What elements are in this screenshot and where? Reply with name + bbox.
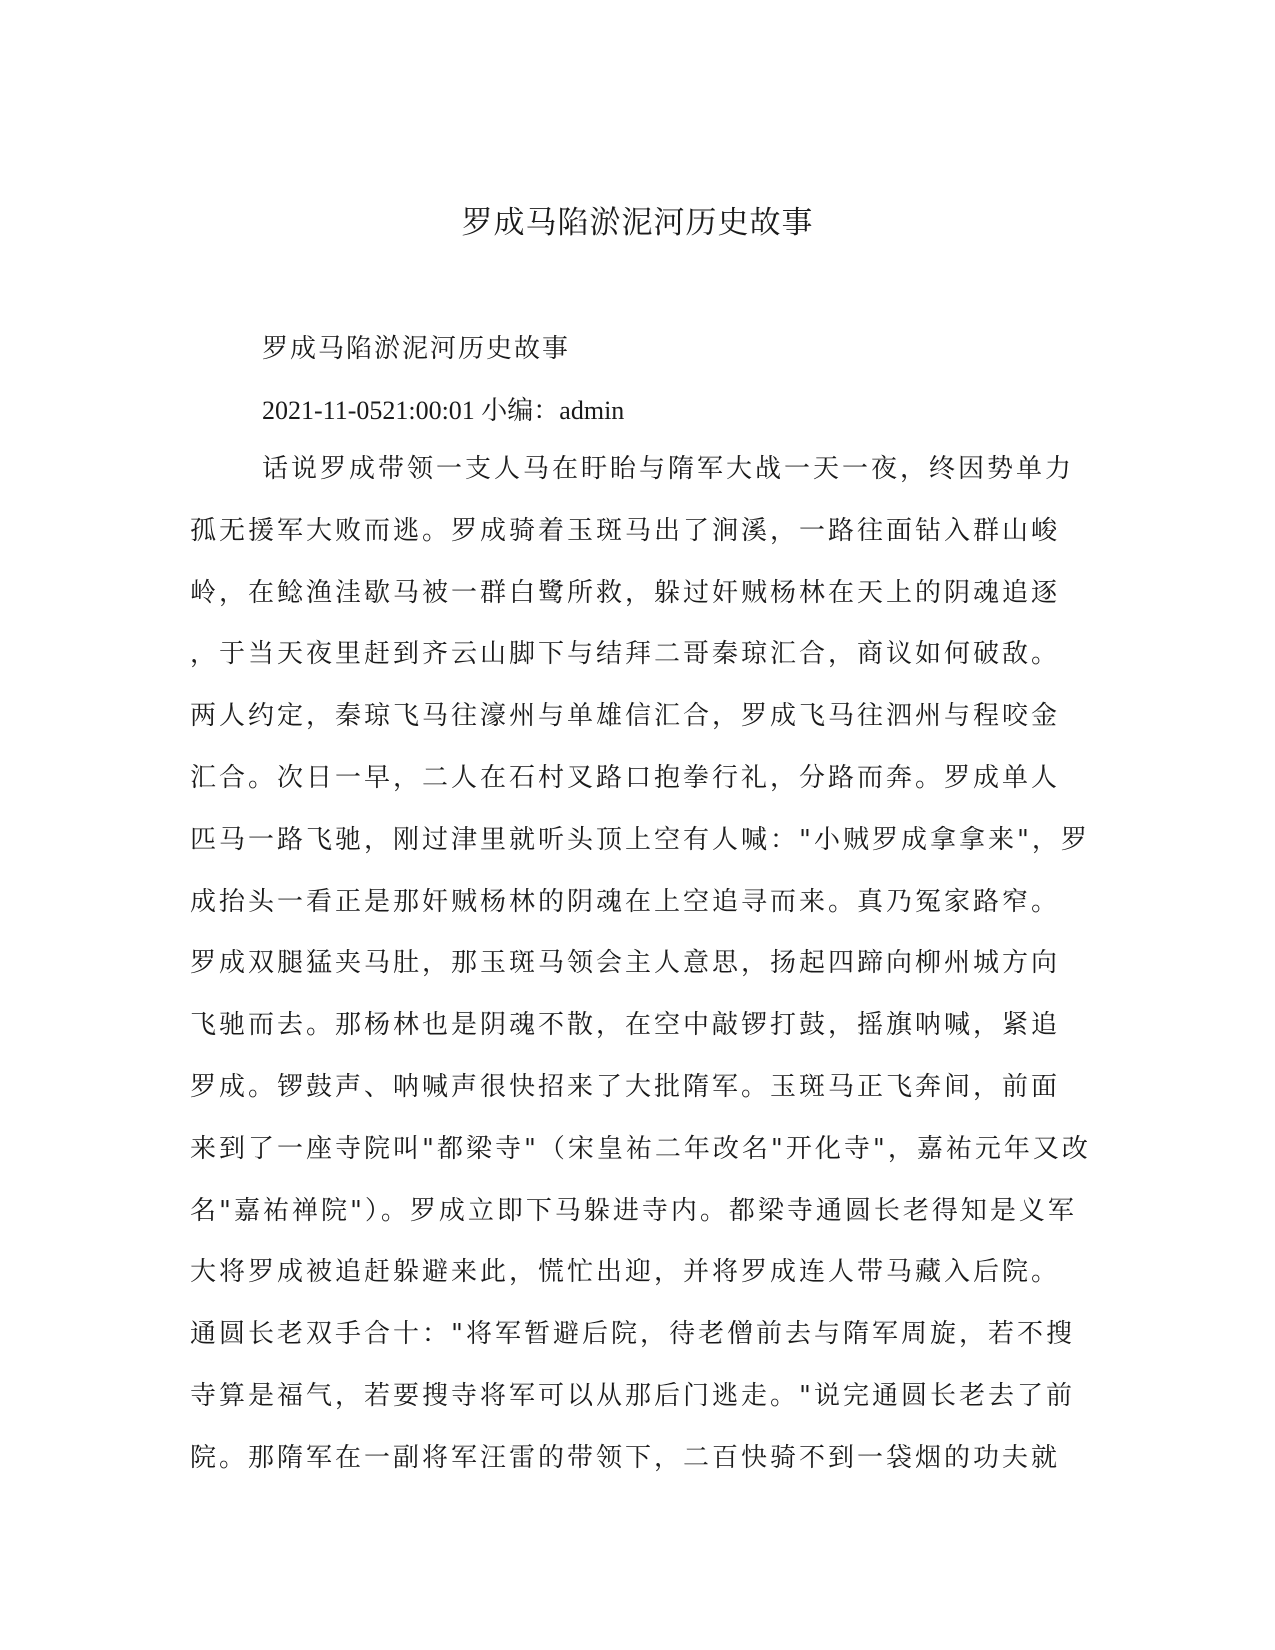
body-line: 汇合。次日一早，二人在石村叉路口抱拳行礼，分路而奔。罗成单人 — [190, 762, 1061, 793]
body-line: ，于当天夜里赶到齐云山脚下与结拜二哥秦琼汇合，商议如何破敌。 — [190, 639, 1061, 670]
article-subtitle: 罗成马陷淤泥河历史故事 — [262, 334, 571, 364]
body-line: 罗成双腿猛夹马肚，那玉斑马领会主人意思，扬起四蹄向柳州城方向 — [190, 948, 1061, 979]
body-line: 孤无援军大败而逃。罗成骑着玉斑马出了涧溪，一路往面钻入群山峻 — [190, 515, 1061, 546]
body-line: 岭，在鲶渔洼歇马被一群白鹭所救，躲过奸贼杨林在天上的阴魂追逐 — [190, 577, 1061, 608]
document-title: 罗成马陷淤泥河历史故事 — [461, 205, 814, 241]
body-line: 匹马一路飞驰，刚过津里就听头顶上空有人喊："小贼罗成拿拿来"，罗 — [190, 824, 1090, 855]
body-line: 大将罗成被追赶躲避来此，慌忙出迎，并将罗成连人带马藏入后院。 — [190, 1257, 1061, 1288]
body-line: 寺算是福气，若要搜寺将军可以从那后门逃走。"说完通圆长老去了前 — [190, 1380, 1075, 1411]
body-line: 来到了一座寺院叫"都梁寺"（宋皇祐二年改名"开化寺"，嘉祐元年又改 — [190, 1133, 1091, 1164]
body-line: 成抬头一看正是那奸贼杨林的阴魂在上空追寻而来。真乃冤家路窄。 — [190, 886, 1061, 917]
article-body — [190, 452, 1090, 1503]
body-line: 话说罗成带领一支人马在盱眙与隋军大战一天一夜，终因势单力 — [262, 454, 1075, 484]
body-line: 两人约定，秦琼飞马往濠州与单雄信汇合，罗成飞马往泗州与程咬金 — [190, 701, 1061, 732]
body-line: 罗成。锣鼓声、呐喊声很快招来了大批隋军。玉斑马正飞奔间，前面 — [190, 1071, 1061, 1102]
body-line: 飞驰而去。那杨林也是阴魂不散，在空中敲锣打鼓，摇旗呐喊，紧追 — [190, 1010, 1061, 1041]
body-line: 院。那隋军在一副将军汪雷的带领下，二百快骑不到一袋烟的功夫就 — [190, 1442, 1061, 1473]
body-line: 名"嘉祐禅院"）。罗成立即下马躲进寺内。都梁寺通圆长老得知是义军 — [190, 1195, 1077, 1226]
body-line: 通圆长老双手合十："将军暂避后院，待老僧前去与隋军周旋，若不搜 — [190, 1319, 1075, 1350]
article-meta: 2021-11-0521:00:01 小编：admin — [262, 396, 625, 425]
